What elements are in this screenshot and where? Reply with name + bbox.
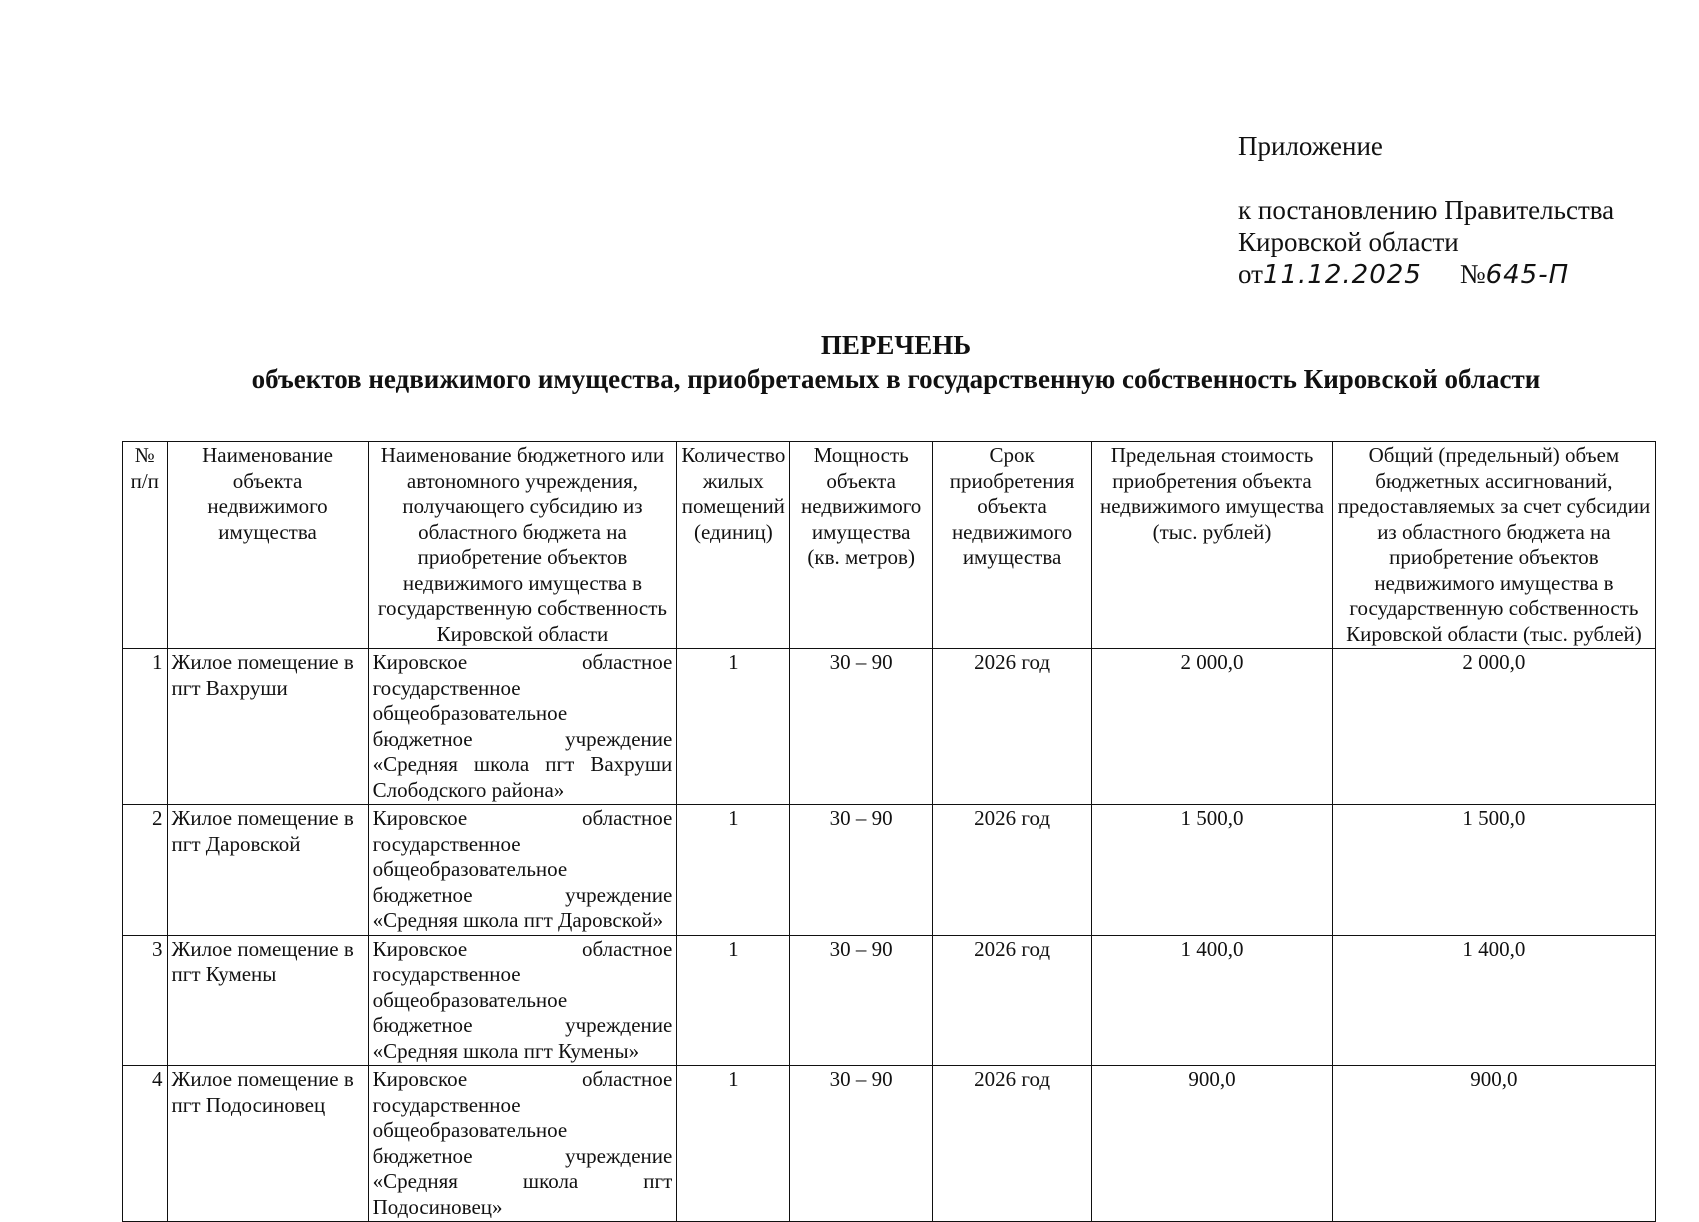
date-number-line <box>1238 258 1614 291</box>
cell-max-cost: 900,0 <box>1092 1066 1333 1222</box>
cell-object: Жилое помещение в пгт Даровской <box>167 805 368 936</box>
number-prefix: № <box>1459 259 1486 289</box>
appendix-block <box>1238 130 1614 291</box>
header-count: Количество жилых помещений (единиц) <box>677 442 790 649</box>
table-row <box>123 935 1656 1066</box>
cell-area: 30 – 90 <box>790 1066 933 1222</box>
cell-count: 1 <box>677 649 790 805</box>
header-object: Наименование объекта недвижимого имущества <box>167 442 368 649</box>
cell-object: Жилое помещение в пгт Подосиновец <box>167 1066 368 1222</box>
cell-institution: Кировское областное государственное общеобразовательное бюджетное учреждение «Средняя школа пгт Вахруши Слободского района» <box>368 649 677 805</box>
cell-institution: Кировское областное государственное общеобразовательное бюджетное учреждение «Средняя школа пгт Даровской» <box>368 805 677 936</box>
cell-total: 900,0 <box>1332 1066 1655 1222</box>
cell-area: 30 – 90 <box>790 935 933 1066</box>
title-heading: ПЕРЕЧЕНЬ <box>820 330 972 360</box>
header-no: № п/п <box>123 442 168 649</box>
cell-term: 2026 год <box>932 805 1091 936</box>
cell-max-cost: 1 500,0 <box>1092 805 1333 936</box>
region-line: Кировской области <box>1238 227 1459 257</box>
header-area: Мощность объекта недвижимого имущества (кв. метров) <box>790 442 933 649</box>
header-total: Общий (предельный) объем бюджетных ассигнований, предоставляемых за счет субсидии из областного бюджета на приобретение объектов недвижимого имущества в государственную собственность Кировской области (тыс. рублей) <box>1332 442 1655 649</box>
cell-term: 2026 год <box>932 649 1091 805</box>
cell-object: Жилое помещение в пгт Вахруши <box>167 649 368 805</box>
cell-total: 1 500,0 <box>1332 805 1655 936</box>
handwritten-number: 645-П <box>1485 260 1570 290</box>
header-institution: Наименование бюджетного или автономного учреждения, получающего субсидию из областного бюджета на приобретение объектов недвижимого имущества в государственную собственность Кировской области <box>368 442 677 649</box>
cell-count: 1 <box>677 805 790 936</box>
table-row <box>123 649 1656 805</box>
table-row <box>123 1066 1656 1222</box>
resolution-line: к постановлению Правительства <box>1238 195 1615 225</box>
cell-institution: Кировское областное государственное общеобразовательное бюджетное учреждение «Средняя школа пгт Кумены» <box>368 935 677 1066</box>
cell-count: 1 <box>677 1066 790 1222</box>
cell-no: 2 <box>123 805 168 936</box>
cell-term: 2026 год <box>932 935 1091 1066</box>
property-table <box>122 441 1656 1222</box>
document-title <box>0 328 1699 396</box>
cell-area: 30 – 90 <box>790 805 933 936</box>
cell-area: 30 – 90 <box>790 649 933 805</box>
table-row <box>123 805 1656 936</box>
cell-max-cost: 1 400,0 <box>1092 935 1333 1066</box>
handwritten-date: 11.12.2025 <box>1262 260 1422 290</box>
cell-total: 1 400,0 <box>1332 935 1655 1066</box>
cell-total: 2 000,0 <box>1332 649 1655 805</box>
appendix-label: Приложение <box>1238 131 1383 161</box>
cell-max-cost: 2 000,0 <box>1092 649 1333 805</box>
cell-object: Жилое помещение в пгт Кумены <box>167 935 368 1066</box>
table-header-row <box>123 442 1656 649</box>
cell-no: 3 <box>123 935 168 1066</box>
cell-institution: Кировское областное государственное общеобразовательное бюджетное учреждение «Средняя школа пгт Подосиновец» <box>368 1066 677 1222</box>
cell-no: 4 <box>123 1066 168 1222</box>
cell-term: 2026 год <box>932 1066 1091 1222</box>
header-term: Срок приобретения объекта недвижимого имущества <box>932 442 1091 649</box>
cell-count: 1 <box>677 935 790 1066</box>
cell-no: 1 <box>123 649 168 805</box>
header-max-cost: Предельная стоимость приобретения объекта недвижимого имущества (тыс. рублей) <box>1092 442 1333 649</box>
date-prefix: от <box>1238 259 1263 289</box>
title-subheading: объектов недвижимого имущества, приобретаемых в государственную собственность Кировской области <box>251 364 1541 394</box>
